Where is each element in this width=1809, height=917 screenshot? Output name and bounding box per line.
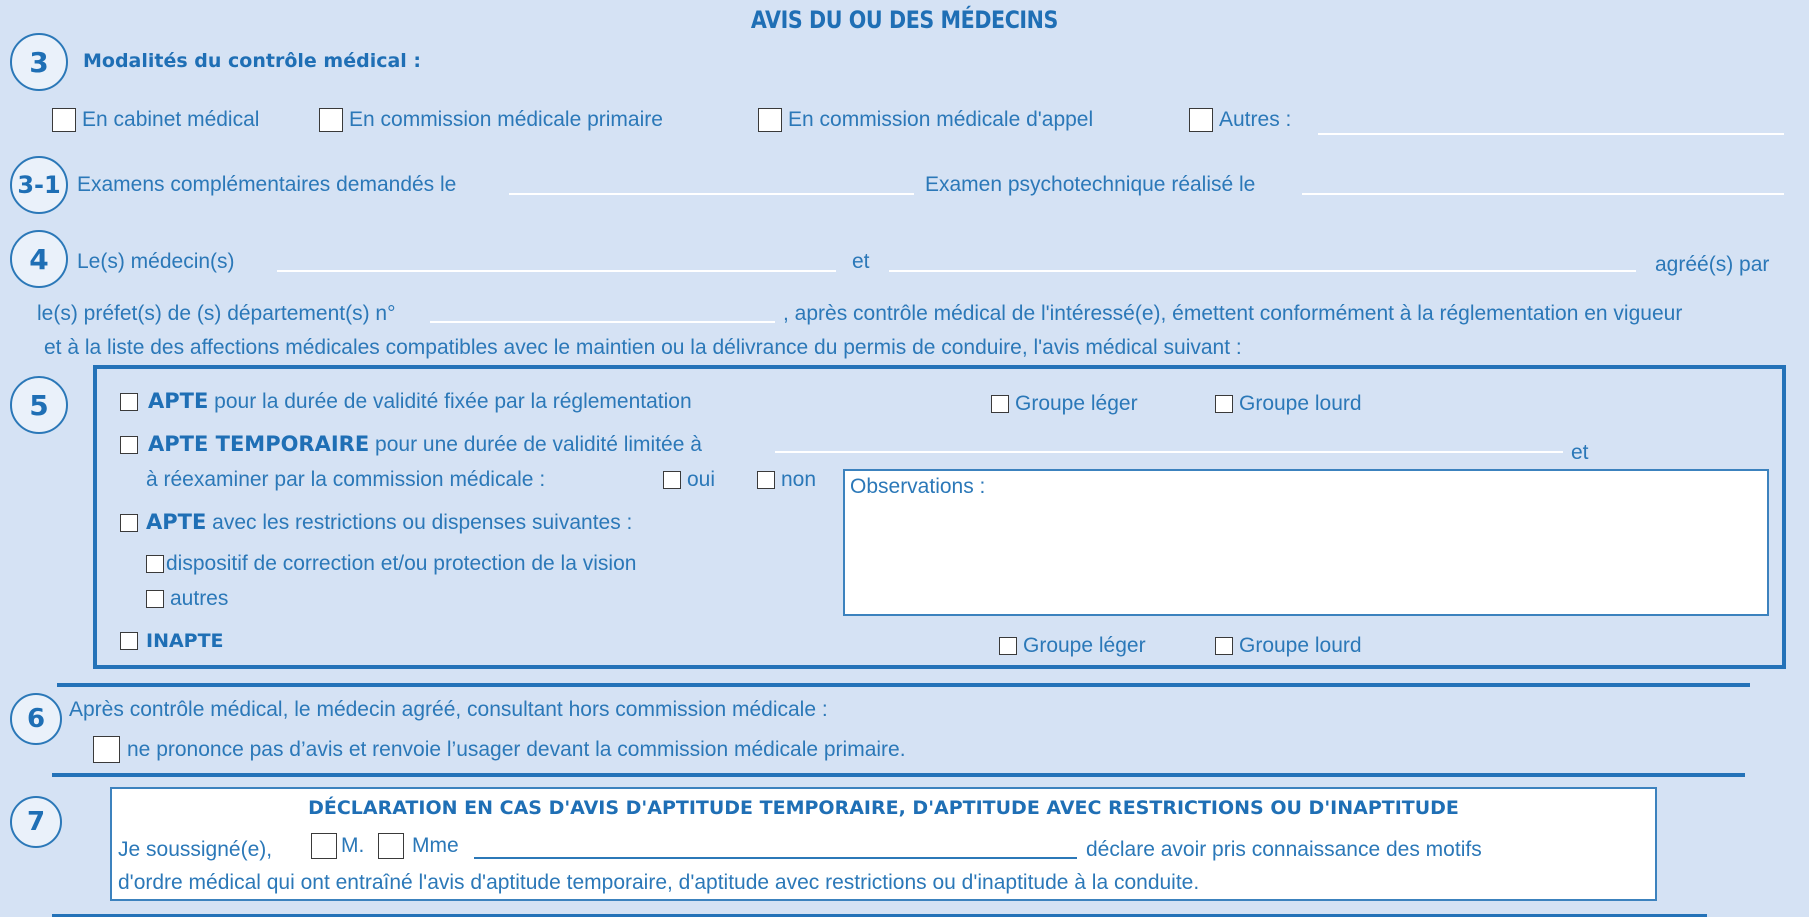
exams-date-field[interactable]: [509, 193, 914, 195]
option-no-opinion[interactable]: [93, 736, 906, 763]
checkbox-inapte-groupe-leger[interactable]: [999, 637, 1017, 655]
checkbox-reexam-yes[interactable]: [663, 471, 681, 489]
apte-bold: APTE: [148, 389, 209, 413]
checkbox-apte-restrictions[interactable]: [120, 514, 138, 532]
section-5-number: 5: [10, 376, 68, 434]
apte-temp-bold: APTE TEMPORAIRE: [148, 432, 370, 456]
prefect-line-2: et à la liste des affections médicales compatibles avec le maintien ou la délivrance du permis de conduire, l'avis médical suivant :: [44, 336, 1242, 359]
section-4-number: 4: [10, 230, 68, 288]
option-cabinet[interactable]: [52, 108, 259, 132]
doctor1-field[interactable]: [277, 270, 836, 272]
label-cabinet: En cabinet médical: [82, 108, 260, 131]
reexam-yes[interactable]: [663, 468, 715, 492]
apte-restr-bold: APTE: [146, 510, 207, 534]
inapte-label: INAPTE: [146, 630, 224, 652]
label-autres: Autres :: [1219, 108, 1292, 131]
divider: [52, 773, 1745, 777]
section-6-text: Après contrôle médical, le médecin agréé, consultant hors commission médicale :: [69, 698, 828, 721]
label-restriction-autres: autres: [170, 587, 229, 610]
autres-field[interactable]: [1318, 133, 1784, 135]
doctors-label: Le(s) médecin(s): [77, 250, 235, 273]
prefect-line-rest: , après contrôle médical de l'intéressé(e), émettent conformément à la réglementation en vigueur: [783, 302, 1683, 325]
apte-restr-text: avec les restrictions ou dispenses suivantes :: [212, 511, 633, 534]
option-apte-temporaire[interactable]: [120, 432, 702, 457]
declaration-line-2: d'ordre médical qui ont entraîné l'avis d'aptitude temporaire, d'aptitude avec restrictions ou d'inaptitude à la conduite.: [118, 871, 1200, 894]
apte-temp-text: pour une durée de validité limitée à: [375, 433, 702, 456]
option-apte-restrictions[interactable]: [120, 510, 632, 535]
page-title: AVIS DU OU DES MÉDECINS: [750, 6, 1058, 34]
checkbox-inapte-groupe-lourd[interactable]: [1215, 637, 1233, 655]
exams-label: Examens complémentaires demandés le: [77, 173, 457, 196]
inapte-groupe-leger[interactable]: [999, 634, 1146, 658]
checkbox-autres[interactable]: [1189, 108, 1213, 132]
validity-field[interactable]: [775, 451, 1563, 453]
option-autres[interactable]: [1189, 108, 1291, 132]
inapte-groupe-lourd[interactable]: [1215, 634, 1362, 658]
checkbox-restriction-vision[interactable]: [146, 555, 164, 573]
section-3-1-number: 3-1: [10, 156, 68, 214]
approved-label: agréé(s) par: [1655, 253, 1770, 276]
department-field[interactable]: [430, 321, 775, 323]
apte-groupe-lourd[interactable]: [1215, 392, 1362, 416]
section-7-heading: DÉCLARATION EN CAS D'AVIS D'APTITUDE TEMPORAIRE, D'APTITUDE AVEC RESTRICTIONS OU D'INAPTITUDE: [308, 797, 1459, 819]
apte-groupe-leger[interactable]: [991, 392, 1138, 416]
label-commission-appel: En commission médicale d'appel: [788, 108, 1094, 131]
restriction-vision[interactable]: [146, 552, 636, 576]
restriction-autres[interactable]: [146, 587, 228, 611]
reexam-no[interactable]: [757, 468, 816, 492]
checkbox-apte-temporaire[interactable]: [120, 436, 138, 454]
checkbox-commission-primaire[interactable]: [319, 108, 343, 132]
checkbox-commission-appel[interactable]: [758, 108, 782, 132]
section-6-number: 6: [10, 693, 62, 745]
option-inapte[interactable]: [120, 630, 224, 652]
label-apte-groupe-leger: Groupe léger: [1015, 392, 1138, 415]
label-mrs: Mme: [412, 834, 459, 857]
divider: [57, 683, 1750, 687]
prefect-label: le(s) préfet(s) de (s) département(s) n°: [37, 302, 396, 325]
option-commission-primaire[interactable]: [319, 108, 663, 132]
checkbox-cabinet[interactable]: [52, 108, 76, 132]
label-commission-primaire: En commission médicale primaire: [349, 108, 663, 131]
validity-suffix: et: [1571, 441, 1589, 464]
label-apte-groupe-lourd: Groupe lourd: [1239, 392, 1362, 415]
label-reexam-no: non: [781, 468, 817, 491]
observations-label: Observations :: [850, 475, 986, 498]
checkbox-no-opinion[interactable]: [93, 736, 120, 763]
checkbox-mr[interactable]: [311, 833, 337, 859]
checkbox-reexam-no[interactable]: [757, 471, 775, 489]
label-no-opinion: ne prononce pas d’avis et renvoie l’usager devant la commission médicale primaire.: [127, 737, 906, 761]
declaration-intro: Je soussigné(e),: [118, 838, 273, 861]
section-3-number: 3: [10, 33, 68, 91]
checkbox-apte[interactable]: [120, 393, 138, 411]
option-mrs[interactable]: [378, 833, 459, 859]
section-3-heading: Modalités du contrôle médical :: [83, 50, 422, 72]
section-7-number: 7: [10, 796, 62, 848]
doctor2-field[interactable]: [889, 270, 1636, 272]
checkbox-mrs[interactable]: [378, 833, 404, 859]
option-commission-appel[interactable]: [758, 108, 1093, 132]
observations-box[interactable]: [843, 469, 1769, 616]
label-restriction-vision: dispositif de correction et/ou protection de la vision: [166, 552, 637, 575]
label-inapte-groupe-lourd: Groupe lourd: [1239, 634, 1362, 657]
option-apte[interactable]: [120, 389, 692, 414]
checkbox-inapte[interactable]: [120, 632, 138, 650]
option-mr[interactable]: [311, 833, 364, 859]
label-mr: M.: [341, 834, 365, 857]
psycho-date-field[interactable]: [1302, 193, 1784, 195]
checkbox-restriction-autres[interactable]: [146, 590, 164, 608]
reexam-label: à réexaminer par la commission médicale :: [146, 468, 546, 491]
name-field[interactable]: [474, 857, 1077, 859]
psycho-label: Examen psychotechnique réalisé le: [925, 173, 1256, 196]
apte-text: pour la durée de validité fixée par la réglementation: [214, 390, 692, 413]
label-reexam-yes: oui: [687, 468, 716, 491]
checkbox-apte-groupe-lourd[interactable]: [1215, 395, 1233, 413]
declaration-text: déclare avoir pris connaissance des motifs: [1086, 838, 1482, 861]
checkbox-apte-groupe-leger[interactable]: [991, 395, 1009, 413]
label-inapte-groupe-leger: Groupe léger: [1023, 634, 1146, 657]
and-label: et: [852, 250, 870, 273]
